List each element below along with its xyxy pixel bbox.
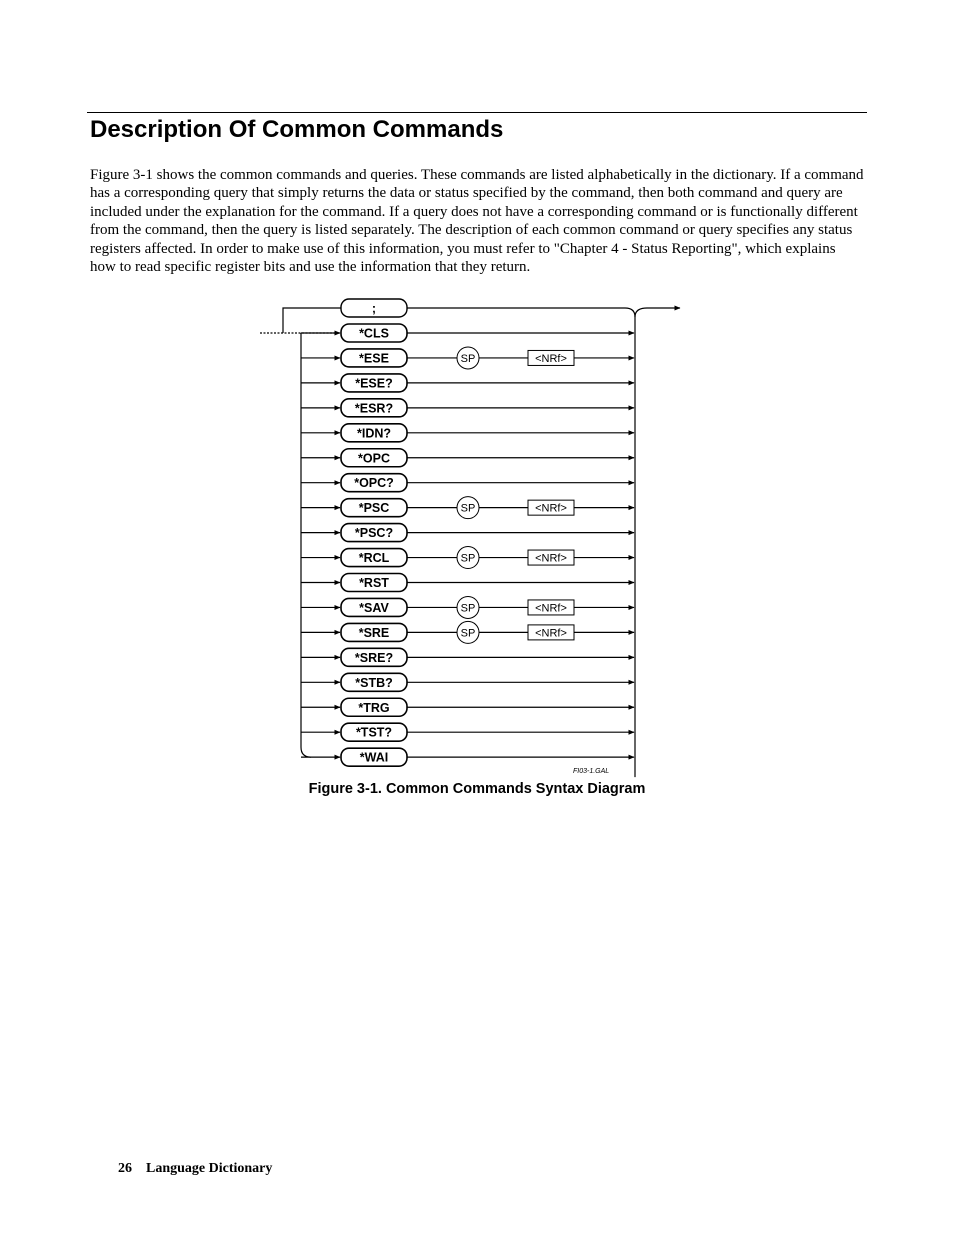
- command-row: [301, 347, 634, 369]
- command-label: *RST: [359, 576, 389, 590]
- command-row: [301, 474, 634, 492]
- command-row: [301, 524, 634, 542]
- command-row: [301, 621, 634, 643]
- sp-label: SP: [460, 352, 476, 365]
- loop-top-line: [407, 308, 635, 317]
- command-label: *STB?: [355, 675, 393, 690]
- nrf-label: <NRf>: [535, 552, 567, 565]
- nrf-label: <NRf>: [535, 602, 567, 615]
- intro-paragraph: Figure 3-1 shows the common commands and queries. These commands are listed alphabetically in the dictionary. If a command has a corresponding query that simply returns the data or status specified by the command, then both command and query are included under the explanation for the command. If a query does not have a corresponding command or is functionally different from the command, then the query is listed separately. The description of each common command or query specifies any status registers affected. In order to make use of this information, you must refer to "Chapter 4 - Status Reporting", which explains how to read specific register bits and use the information that they return.: [90, 167, 864, 276]
- header-rule: [87, 112, 867, 113]
- figure-id: FI03-1.GAL: [573, 768, 610, 776]
- command-row: [301, 424, 634, 442]
- command-label: *TRG: [358, 700, 390, 715]
- nrf-label: <NRf>: [535, 627, 567, 640]
- command-row: [301, 449, 634, 467]
- page-footer: [118, 1161, 286, 1177]
- figure-caption: Figure 3-1. Common Commands Syntax Diagram: [308, 781, 646, 797]
- command-label: *OPC: [358, 451, 390, 466]
- loop-back-line: [283, 308, 341, 333]
- nrf-label: <NRf>: [535, 502, 567, 515]
- command-row: [301, 748, 634, 766]
- command-row: [301, 723, 634, 741]
- page-heading: Description Of Common Commands: [90, 116, 504, 143]
- command-label: *ESR?: [354, 401, 394, 416]
- command-row: [301, 399, 634, 417]
- sp-label: SP: [460, 552, 476, 565]
- left-bus: [301, 333, 311, 757]
- command-label: *RCL: [358, 551, 390, 566]
- command-label: *IDN?: [356, 426, 392, 441]
- syntax-diagram: [255, 295, 700, 780]
- nrf-label: <NRf>: [535, 352, 567, 365]
- command-row: [301, 648, 634, 666]
- sp-label: SP: [460, 502, 476, 515]
- sp-label: SP: [460, 602, 476, 615]
- page-number: 26: [118, 1161, 132, 1176]
- command-row: [301, 324, 634, 342]
- command-label: *TST?: [355, 725, 393, 740]
- command-rows: [301, 324, 634, 766]
- command-label: *SRE: [358, 625, 390, 640]
- command-label: *PSC?: [354, 526, 394, 541]
- command-row: [301, 698, 634, 716]
- command-row: [301, 547, 634, 569]
- command-row: [301, 374, 634, 392]
- footer-section: Language Dictionary: [146, 1161, 273, 1176]
- command-label: *SAV: [359, 600, 389, 615]
- command-label: *OPC?: [354, 476, 394, 491]
- command-label: *ESE?: [355, 376, 393, 391]
- exit-arrow: [635, 308, 680, 317]
- sp-label: SP: [460, 627, 476, 640]
- command-row: [301, 596, 634, 618]
- separator-label: ;: [371, 301, 377, 316]
- command-row: [301, 673, 634, 691]
- command-label: *PSC: [358, 501, 390, 516]
- command-label: *ESE: [359, 351, 389, 366]
- command-row: [301, 497, 634, 519]
- command-row: [301, 574, 634, 592]
- command-label: *CLS: [359, 326, 389, 341]
- command-label: *WAI: [359, 750, 389, 765]
- command-label: *SRE?: [354, 650, 394, 665]
